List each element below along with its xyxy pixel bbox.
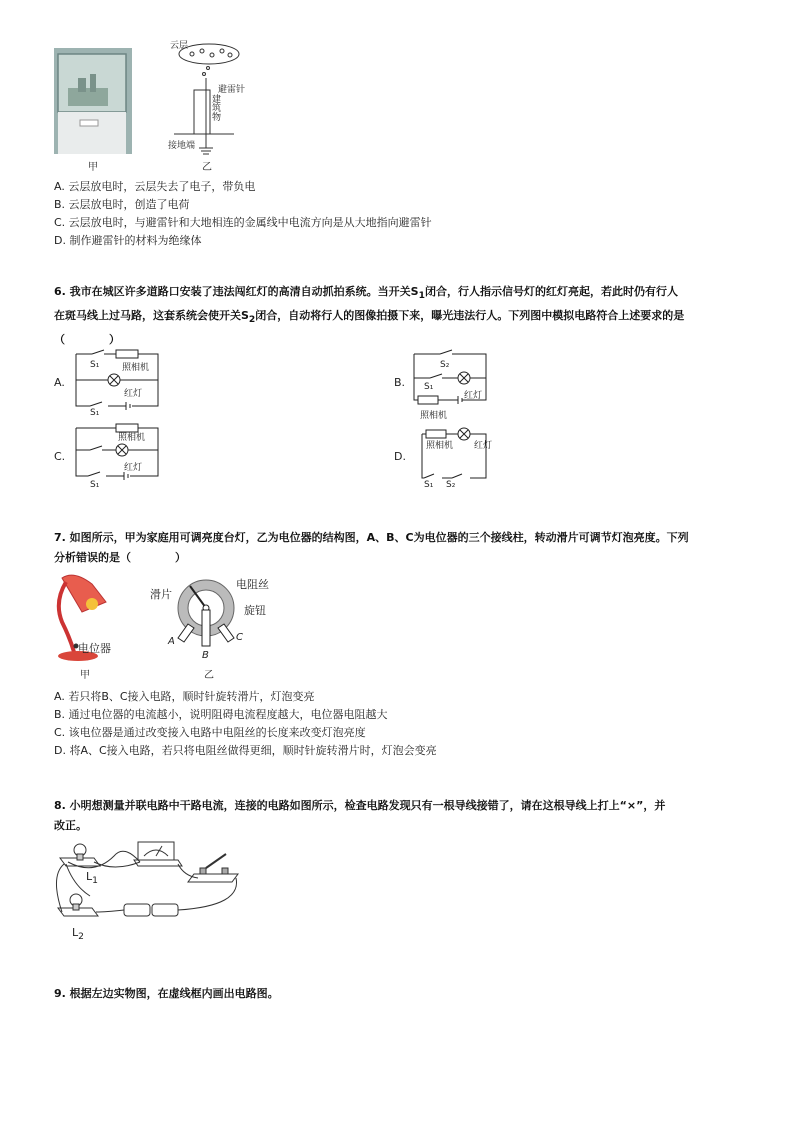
q6-b-red: 红灯 — [464, 391, 483, 401]
q5-photo-jia — [54, 48, 132, 154]
q8-label-l1: $L_1$ — [86, 870, 98, 887]
q7-label-yi: 乙 — [204, 670, 214, 681]
q6-a-s1: S₁ — [90, 360, 100, 370]
q6-b-s2: S₂ — [440, 360, 450, 370]
q6-c-s1: S₁ — [90, 480, 100, 490]
q6-stem: 6. 我市在城区许多道路口安装了违法闯红灯的高清自动抓拍系统。当开关$S_1$闭合，行人指示信号灯的红灯亮起，若此时仍有行人 在斑马线上过马路，这套系统会使开关$S_2$闭合，自动将行人的图像拍摄下来，曝光违法行人。下列图中模拟电路符合上述要求的是 （ ） — [54, 285, 685, 347]
q6-a-camera: 照相机 — [122, 363, 150, 373]
q6-letter-c: C. — [54, 450, 66, 463]
q6-b-s1: S₁ — [424, 382, 434, 392]
q5-label-jia: 甲 — [88, 162, 98, 173]
q7-label-wire: 电阻丝 — [236, 578, 269, 591]
q8-stem: 8. 小明想测量并联电路中干路电流，连接的电路如图所示，检查电路发现只有一根导线接错了，请在这根导线上打上“×”，并 改正。 — [54, 799, 666, 832]
q6-a-red: 红灯 — [124, 389, 143, 399]
q7-label-b: B — [202, 650, 209, 661]
q7-option-c: C. 该电位器是通过改变接入电路中电阻丝的长度来改变灯泡亮度 — [54, 726, 366, 739]
q5-label-building: 建筑物 — [212, 95, 222, 123]
q8-label-l2: $L_2$ — [72, 926, 84, 943]
q6-d-camera: 照相机 — [426, 441, 454, 451]
q5-label-ground: 接地端 — [168, 141, 196, 151]
q6-d-s1: S₁ — [424, 480, 434, 490]
q7-option-b: B. 通过电位器的电流越小，说明阻碍电流程度越大，电位器电阻越大 — [54, 708, 388, 721]
q9-stem: 9. 根据左边实物图，在虚线框内画出电路图。 — [54, 987, 279, 1000]
q7-label-pot: 电位器 — [78, 642, 111, 655]
q6-circuit-d — [418, 424, 493, 488]
q6-d-red: 红灯 — [474, 441, 493, 451]
q7-label-slider: 滑片 — [150, 588, 172, 601]
q5-option-a: A. 云层放电时，云层失去了电子，带负电 — [54, 180, 256, 193]
q7-option-d: D. 将A、C接入电路，若只将电阻丝做得更细，顺时针旋转滑片时，灯泡会变亮 — [54, 744, 437, 757]
q6-c-red: 红灯 — [124, 463, 143, 473]
q7-option-a: A. 若只将B、C接入电路，顺时针旋转滑片，灯泡变亮 — [54, 690, 315, 703]
q5-option-b: B. 云层放电时，创造了电荷 — [54, 198, 190, 211]
q7-label-a: A — [168, 636, 175, 647]
q6-b-camera: 照相机 — [420, 411, 448, 421]
q7-label-knob: 旋钮 — [244, 604, 266, 617]
q6-a-s1b: S₁ — [90, 408, 100, 418]
q5-option-d: D. 制作避雷针的材料为绝缘体 — [54, 234, 202, 247]
q5-label-rod: 避雷针 — [218, 85, 246, 95]
q6-letter-a: A. — [54, 376, 65, 389]
q6-circuit-a — [72, 346, 162, 414]
q6-d-s2: S₂ — [446, 480, 456, 490]
q5-label-yi: 乙 — [202, 162, 212, 173]
q6-letter-d: D. — [394, 450, 406, 463]
q7-label-c: C — [236, 632, 243, 643]
q8-circuit-figure — [54, 836, 244, 943]
q5-label-cloud: 云层 — [170, 41, 189, 51]
q6-letter-b: B. — [394, 376, 406, 389]
q7-label-jia: 甲 — [80, 670, 90, 681]
q5-option-c: C. 云层放电时，与避雷针和大地相连的金属线中电流方向是从大地指向避雷针 — [54, 216, 432, 229]
q7-stem: 7. 如图所示，甲为家庭用可调亮度台灯，乙为电位器的结构图，A、B、C为电位器的三个接线柱，转动滑片可调节灯泡亮度。下列 分析错误的是（ ） — [54, 531, 689, 564]
q6-circuit-c — [72, 420, 162, 486]
q6-c-camera: 照相机 — [118, 433, 146, 443]
